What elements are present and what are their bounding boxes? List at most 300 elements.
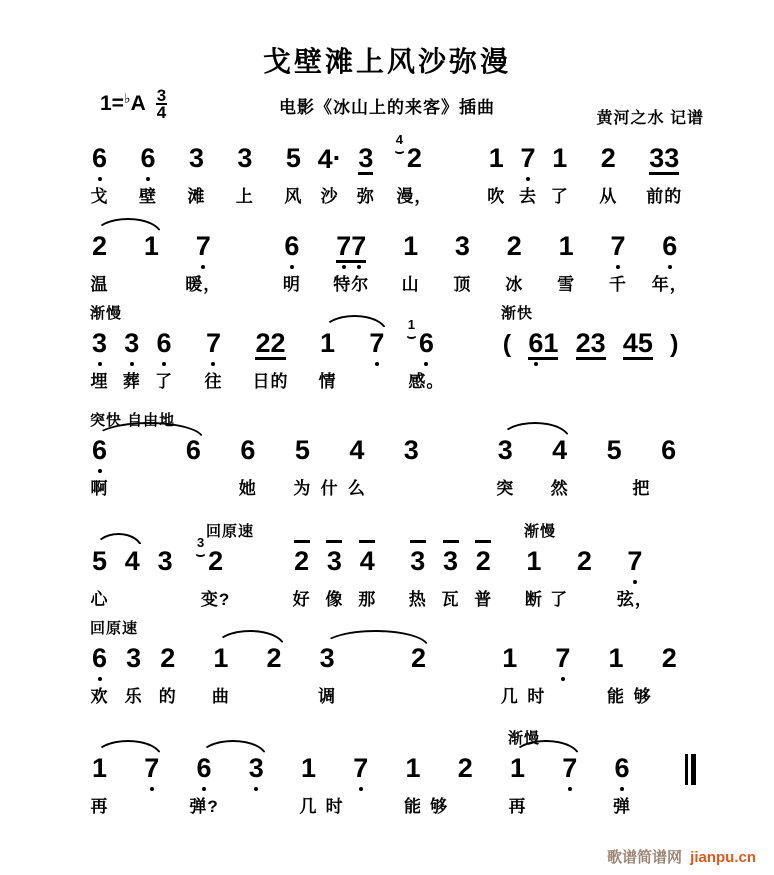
note-digit: 6: [615, 755, 630, 782]
note: [524, 546, 543, 609]
lyric: 山: [401, 275, 420, 294]
note: [408, 546, 427, 609]
note: [125, 548, 140, 582]
lyric: 瓦: [441, 590, 460, 609]
note: [144, 755, 159, 789]
note-digit: 4: [349, 435, 365, 465]
note-digit: 5: [606, 435, 622, 465]
note: [487, 143, 506, 206]
lyric: 情: [318, 372, 337, 391]
lyric: 暖，: [185, 275, 222, 294]
score-line: [92, 205, 696, 307]
note: [325, 546, 344, 609]
note-digits: [607, 437, 622, 464]
lyric: 顶: [453, 275, 472, 294]
score-line: [92, 727, 696, 829]
note-digits: [158, 548, 173, 575]
lyric: 变?: [200, 590, 231, 609]
note: [317, 143, 342, 206]
note-digits: [126, 645, 141, 672]
note: [369, 330, 384, 364]
note: [238, 435, 257, 498]
note-digits: [213, 645, 228, 672]
note: [158, 548, 173, 582]
tempo-mark: 回原速: [90, 620, 139, 637]
note-digits: [125, 548, 140, 575]
note-digits: [360, 548, 375, 575]
note-digits: [552, 145, 567, 172]
lyric: 啊: [90, 479, 109, 498]
note-digit: 2: [160, 643, 176, 673]
note-digit: 1: [510, 753, 526, 783]
note-digits: [92, 437, 107, 464]
note: [347, 435, 366, 498]
note-digit: 6: [661, 435, 677, 465]
note-digits: [92, 548, 107, 575]
octave-dot: [202, 787, 206, 791]
note: [528, 330, 558, 364]
note-digits: [160, 645, 175, 672]
note: [185, 231, 222, 294]
note-digits: [144, 233, 159, 260]
note-digits: [489, 145, 504, 172]
note-digit: 7: [196, 233, 211, 260]
note-digit: 3: [124, 330, 139, 357]
notes-row: [90, 317, 696, 391]
note-digit: 4: [124, 546, 140, 576]
note-digits: [144, 755, 159, 782]
note-digits: [661, 437, 676, 464]
lyric: 能: [607, 687, 626, 706]
tenuto-line: [410, 540, 426, 543]
note-digit: 3: [410, 546, 426, 576]
note-digit: 3: [188, 143, 204, 173]
note: [599, 143, 618, 206]
slur-arc: [322, 315, 387, 332]
note: [550, 143, 569, 206]
notes-row: [90, 535, 696, 609]
lyric: 感。: [408, 372, 445, 391]
watermark-site-name: 歌谱简谱网: [606, 849, 682, 866]
lyric: 欢: [90, 687, 109, 706]
note: [356, 143, 375, 206]
note-digits: [410, 548, 425, 575]
note-digit: 2: [600, 143, 616, 173]
lyric: 弹: [613, 797, 632, 816]
note: [577, 548, 592, 582]
note: [318, 328, 337, 391]
note-digit: 3: [454, 231, 470, 261]
octave-dot: [568, 787, 572, 791]
octave-dot: [211, 362, 215, 366]
note: [249, 755, 264, 789]
note-digit: 2: [208, 546, 224, 576]
note: [158, 643, 177, 706]
note: [90, 643, 109, 706]
slur-arc: [500, 422, 570, 439]
lyric: 雪: [557, 275, 576, 294]
note-digits: [662, 233, 677, 260]
lyric: 什: [320, 479, 339, 498]
octave-dot: [375, 362, 379, 366]
lyric: 那: [358, 590, 377, 609]
note-digit: 3: [319, 643, 335, 673]
lyric: 千: [608, 275, 627, 294]
note: [613, 753, 632, 816]
lyric: 调: [318, 687, 337, 706]
note: [496, 435, 515, 498]
note: [90, 328, 109, 391]
lyric: 的: [158, 687, 177, 706]
note-digit: 4: [552, 435, 568, 465]
octave-dot: [201, 265, 205, 269]
tempo-mark: 渐快: [501, 305, 534, 322]
note: [474, 546, 493, 609]
meter-numerator: 3: [156, 86, 167, 105]
note: [576, 330, 606, 364]
note: [395, 132, 433, 206]
note-digit: 6: [284, 233, 299, 260]
lyric: 时: [325, 797, 344, 816]
note-digit: 2: [475, 546, 491, 576]
note-digits: [140, 145, 155, 172]
note-digits: [320, 330, 335, 357]
lyric: 往: [204, 372, 223, 391]
note: [557, 231, 576, 294]
note-digits: [502, 645, 517, 672]
note-digits: [443, 548, 458, 575]
flat-symbol: ♭: [123, 90, 131, 106]
note-digits: [507, 233, 522, 260]
octave-dot: [424, 362, 428, 366]
note-digits: [577, 548, 592, 575]
note-digit: 6: [197, 755, 212, 782]
note: [608, 231, 627, 294]
note-digits: [318, 146, 333, 173]
lyric: 去: [519, 187, 538, 206]
lyric: 弹?: [189, 797, 219, 816]
note: [90, 753, 109, 816]
note-digits: [197, 755, 212, 782]
octave-dot: [290, 265, 294, 269]
lyric: 滩: [187, 187, 206, 206]
thick-stroke: [691, 754, 696, 785]
note-digit: 2: [410, 643, 426, 673]
octave-dot: [534, 362, 538, 366]
note: [616, 546, 653, 609]
notes-row: [90, 753, 696, 816]
note-digits: [406, 755, 421, 782]
song-title: 戈壁滩上风沙弥漫: [262, 46, 511, 77]
note-digits: [124, 330, 139, 357]
note: [90, 143, 109, 206]
note-digit: 2: [255, 328, 271, 358]
note-digit: 1: [143, 231, 159, 261]
lyric: 能: [404, 797, 423, 816]
note: [411, 645, 426, 679]
lyric: 然: [550, 479, 569, 498]
note-digits: [555, 645, 570, 672]
note-digit: 4: [359, 546, 375, 576]
note-digits: [615, 755, 630, 782]
note-digits: [284, 233, 299, 260]
note-digit: 6: [528, 330, 543, 357]
note: [196, 535, 231, 609]
note-digits: [458, 755, 473, 782]
slur-arc: [199, 740, 267, 757]
note: [267, 645, 282, 679]
note-digit: 1: [319, 328, 335, 358]
slur-arc: [94, 740, 162, 757]
note-digit: 6: [157, 330, 172, 357]
note-digits: [649, 145, 679, 175]
note-digits: [455, 233, 470, 260]
watermark: [607, 846, 756, 867]
lyric: 沙: [320, 187, 339, 206]
meter-denominator: 4: [156, 103, 167, 122]
note-digits: [407, 145, 422, 172]
note-digit: 6: [419, 330, 434, 357]
parenthesis: ): [670, 330, 679, 358]
note: [155, 328, 174, 391]
watermark-site-url[interactable]: jianpu.cn: [690, 849, 756, 866]
notes-row: [90, 231, 696, 294]
lyric: 年，: [651, 275, 688, 294]
note: [646, 143, 683, 206]
note: [292, 546, 311, 609]
score-line: [92, 302, 696, 404]
lyric: 几: [299, 797, 318, 816]
note-digits: [157, 330, 172, 357]
note: [623, 330, 653, 364]
note-digits: [353, 755, 368, 782]
note-digit: 6: [92, 145, 107, 172]
lyric: 明: [282, 275, 301, 294]
note-digits: [419, 330, 434, 357]
slur-arc: [322, 630, 429, 647]
note-digit: 3: [157, 546, 173, 576]
note: [284, 143, 303, 206]
score-line: [92, 520, 696, 622]
note-digits: [186, 437, 201, 464]
note: [358, 546, 377, 609]
octave-dot: [620, 787, 624, 791]
note: [508, 753, 527, 816]
note-digit: 7: [353, 755, 368, 782]
note-digits: [249, 755, 264, 782]
lyric: 再: [90, 797, 109, 816]
tempo-mark: 渐慢: [524, 523, 557, 540]
score-line: [92, 409, 696, 511]
octave-dot: [130, 362, 134, 366]
note-digit: 3: [403, 435, 419, 465]
final-barline: [685, 755, 696, 789]
note-digit: 4: [622, 328, 638, 358]
note-digits: [662, 645, 677, 672]
octave-dot: [668, 265, 672, 269]
note-digit: 3: [443, 546, 459, 576]
note-digits: [601, 145, 616, 172]
note-digits: [208, 548, 223, 575]
note-digit: 6: [92, 437, 107, 464]
lyric: 了: [155, 372, 174, 391]
lyric: 了: [550, 187, 569, 206]
notes-row: [90, 643, 696, 706]
note: [651, 231, 688, 294]
note-digit: 1: [403, 231, 419, 261]
note: [500, 643, 519, 706]
note-digits: [267, 645, 282, 672]
note-digits: [623, 330, 653, 360]
note-digit: 6: [92, 645, 107, 672]
augmentation-dot: ·: [332, 143, 342, 173]
lyric: 她: [238, 479, 257, 498]
slur-arc: [94, 218, 162, 235]
lyric: 曲: [211, 687, 230, 706]
lyric: 漫，: [396, 187, 433, 206]
lyric: 日的: [252, 372, 289, 391]
key-letter: A: [130, 92, 146, 115]
octave-dot: [359, 787, 363, 791]
note: [353, 755, 368, 789]
note-digit: 1: [608, 643, 624, 673]
lyric: 乐: [124, 687, 143, 706]
octave-dot: [633, 580, 637, 584]
note-digits: [559, 233, 574, 260]
note-digit: 7: [336, 233, 351, 260]
note-digits: [476, 548, 491, 575]
note-digit: 7: [610, 233, 625, 260]
note: [607, 437, 622, 471]
lyric: 再: [508, 797, 527, 816]
note-digits: [510, 755, 525, 782]
note-digits: [196, 233, 211, 260]
note: [211, 643, 230, 706]
note: [189, 753, 219, 816]
note-digit: 7: [206, 330, 221, 357]
note-digit: 1: [558, 231, 574, 261]
octave-dot: [150, 787, 154, 791]
tenuto-line: [443, 540, 459, 543]
tempo-mark: 回原速: [206, 523, 255, 540]
note: [122, 328, 141, 391]
note-digit: 3: [664, 143, 680, 173]
note-digits: [552, 437, 567, 464]
note-digit: 2: [575, 328, 591, 358]
note-digits: [240, 437, 255, 464]
lyric: 从: [599, 187, 618, 206]
octave-dot: [98, 469, 102, 473]
note: [90, 435, 109, 498]
note-digits: [237, 145, 252, 172]
note-digit: 2: [266, 643, 282, 673]
note-digits: [189, 145, 204, 172]
note: [187, 143, 206, 206]
lyric: 特尔: [333, 275, 370, 294]
note-digits: [349, 437, 364, 464]
note-digits: [92, 145, 107, 172]
note-digits: [92, 233, 107, 260]
note: [607, 643, 626, 706]
note-digit: 7: [562, 755, 577, 782]
lyric: 为: [293, 479, 312, 498]
score-line: [92, 117, 696, 219]
note: [144, 233, 159, 267]
note-digits: [404, 437, 419, 464]
lyric: 吹: [487, 187, 506, 206]
note-digit: 7: [351, 233, 366, 260]
note: [562, 755, 577, 789]
final-barline-strokes: [685, 754, 696, 785]
note-digits: [498, 437, 513, 464]
octave-dot: [357, 265, 361, 269]
note-digits: [255, 330, 285, 360]
note: [407, 317, 445, 391]
note-digit: 3: [497, 435, 513, 465]
note-digit: 1: [213, 643, 229, 673]
note-digits: [358, 145, 373, 175]
note-digit: 4: [317, 144, 333, 174]
note-digit: 1: [552, 143, 568, 173]
lyric: 像: [325, 590, 344, 609]
note: [293, 435, 312, 498]
note-digit: 3: [590, 328, 606, 358]
octave-dot: [98, 177, 102, 181]
note: [299, 753, 318, 816]
lyric: 够: [633, 687, 652, 706]
lyric: 么: [347, 479, 366, 498]
note-digits: [526, 548, 541, 575]
note: [90, 546, 109, 609]
note-digits: [301, 755, 316, 782]
note-digits: [521, 145, 536, 172]
note-digit: 2: [576, 546, 592, 576]
note-digit: 3: [358, 143, 374, 173]
note-digits: [286, 145, 301, 172]
note: [555, 645, 570, 679]
tenuto-line: [475, 540, 491, 543]
grace-note: 4: [394, 134, 405, 154]
transcriber-credit: 黄河之水 记谱: [596, 110, 704, 127]
notes-row: [90, 435, 696, 498]
note-digits: [576, 330, 606, 360]
note-digits: [562, 755, 577, 782]
note: [138, 143, 157, 206]
note-digits: [206, 330, 221, 357]
note-digits: [627, 548, 642, 575]
note-digit: 6: [662, 233, 677, 260]
grace-note: 3: [195, 537, 206, 557]
lyric: 几: [500, 687, 519, 706]
note-digit: 1: [405, 753, 421, 783]
note-digit: 2: [270, 328, 286, 358]
note-digit: 1: [543, 328, 559, 358]
note: [505, 231, 524, 294]
grace-slur: [394, 146, 405, 154]
note-digits: [327, 548, 342, 575]
note-digit: 1: [301, 753, 317, 783]
lyric: 突: [496, 479, 515, 498]
note-digits: [320, 645, 335, 672]
note-digit: 1: [488, 143, 504, 173]
notes-row: [90, 132, 696, 206]
note-digits: [610, 233, 625, 260]
note: [204, 328, 223, 391]
note-digit: 5: [92, 546, 108, 576]
note-digit: 1: [502, 643, 518, 673]
note-digits: [528, 330, 558, 360]
lyric: 风: [284, 187, 303, 206]
